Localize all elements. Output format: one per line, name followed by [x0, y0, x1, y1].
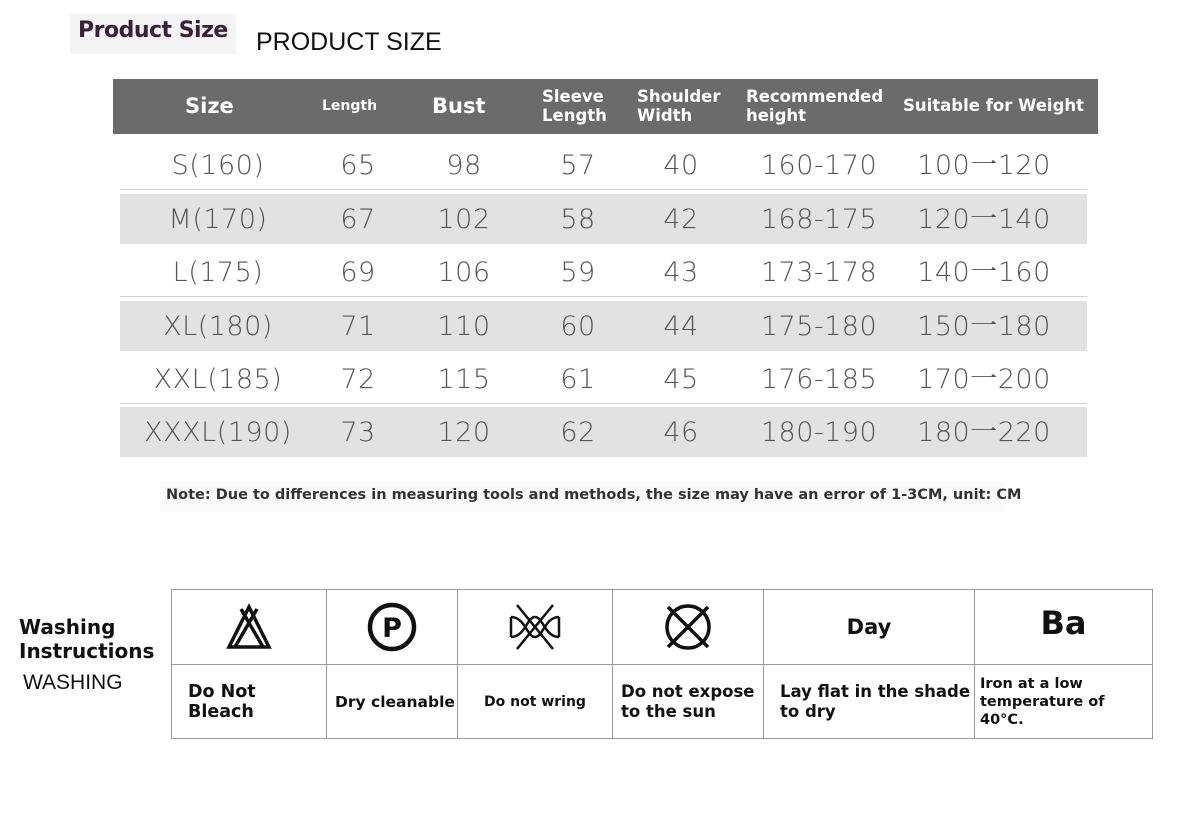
cell-length: 69 — [340, 257, 376, 288]
cell-length: 67 — [340, 204, 376, 235]
size-table-header — [113, 79, 1098, 134]
wash-cell — [327, 590, 458, 665]
cell-weight: 120一140 — [917, 204, 1051, 235]
cell-height: 160-170 — [760, 150, 878, 181]
cell-weight: 100一120 — [917, 150, 1051, 181]
cell-length: 71 — [340, 311, 376, 342]
washing-table — [171, 589, 1153, 739]
cell-size: S(160) — [171, 150, 265, 181]
cell-bust: 120 — [437, 417, 491, 448]
do-not-bleach-icon — [219, 597, 279, 657]
cell-size: XXL(185) — [153, 364, 283, 395]
cell-sleeve: 57 — [560, 150, 596, 181]
svg-text:P: P — [382, 613, 402, 644]
cell-sleeve: 58 — [560, 204, 596, 235]
header-size: Size — [185, 93, 234, 118]
day-text: Day — [846, 615, 892, 639]
header-sleeve-length: Sleeve Length — [542, 87, 607, 125]
do-not-wring-icon — [505, 597, 565, 657]
wash-cell — [764, 590, 975, 665]
header-recommended-height: Recommended height — [746, 87, 884, 125]
washing-icons-row — [172, 590, 1153, 665]
measurement-note: Note: Due to differences in measuring tools and methods, the size may have an error of 1-3CM, unit: CM — [160, 482, 1005, 512]
cell-sleeve: 61 — [560, 364, 596, 395]
wash-cell — [613, 590, 764, 665]
header-bust: Bust — [432, 93, 486, 118]
instruction-do-not-wring: Do not wring — [458, 665, 613, 739]
instruction-dry-cleanable: Dry cleanable — [327, 665, 458, 739]
cell-bust: 110 — [437, 311, 491, 342]
wash-cell — [458, 590, 613, 665]
cell-size: M(170) — [168, 204, 268, 235]
do-not-tumble-dry-icon — [658, 597, 718, 657]
cell-height: 173-178 — [760, 257, 878, 288]
wash-cell — [975, 590, 1153, 665]
header-length: Length — [322, 97, 378, 114]
cell-bust: 115 — [437, 364, 491, 395]
cell-shoulder: 45 — [663, 364, 699, 395]
cell-shoulder: 42 — [663, 204, 699, 235]
cell-sleeve: 60 — [560, 311, 596, 342]
cell-length: 73 — [340, 417, 376, 448]
cell-height: 175-180 — [760, 311, 878, 342]
header-shoulder-width: Shoulder Width — [637, 87, 721, 125]
cell-height: 168-175 — [760, 204, 878, 235]
cell-height: 180-190 — [760, 417, 878, 448]
ba-text: Ba — [1040, 604, 1087, 642]
cell-bust: 106 — [437, 257, 491, 288]
cell-size: L(175) — [172, 257, 264, 288]
instruction-lay-flat-shade: Lay flat in the shade to dry — [764, 665, 975, 739]
dry-clean-p-icon — [362, 597, 422, 657]
instruction-do-not-bleach: Do Not Bleach — [172, 665, 327, 739]
cell-length: 72 — [340, 364, 376, 395]
cell-bust: 102 — [437, 204, 491, 235]
cell-shoulder: 43 — [663, 257, 699, 288]
washing-sub-label: WASHING — [23, 671, 123, 694]
table-row — [120, 140, 1087, 190]
washing-label: Washing Instructions — [19, 615, 155, 663]
table-row — [120, 354, 1087, 404]
cell-length: 65 — [340, 150, 376, 181]
cell-weight: 180一220 — [917, 417, 1051, 448]
cell-shoulder: 40 — [663, 150, 699, 181]
table-row — [120, 407, 1087, 457]
page-title: PRODUCT SIZE — [256, 28, 442, 56]
wash-cell — [172, 590, 327, 665]
cell-weight: 140一160 — [917, 257, 1051, 288]
cell-size: XXXL(190) — [144, 417, 292, 448]
table-row — [120, 301, 1087, 351]
cell-shoulder: 44 — [663, 311, 699, 342]
cell-height: 176-185 — [760, 364, 878, 395]
header-suitable-weight: Suitable for Weight — [903, 96, 1085, 116]
cell-shoulder: 46 — [663, 417, 699, 448]
table-row — [120, 194, 1087, 244]
cell-bust: 98 — [446, 150, 482, 181]
cell-sleeve: 62 — [560, 417, 596, 448]
instruction-iron-low-temp: Iron at a low temperature of 40°C. — [975, 665, 1153, 739]
cell-size: XL(180) — [163, 311, 273, 342]
instruction-do-not-expose-sun: Do not expose to the sun — [613, 665, 764, 739]
product-size-tag: Product Size — [70, 14, 236, 54]
washing-labels-row — [172, 665, 1153, 739]
cell-sleeve: 59 — [560, 257, 596, 288]
table-row — [120, 247, 1087, 297]
cell-weight: 170一200 — [917, 364, 1051, 395]
cell-weight: 150一180 — [917, 311, 1051, 342]
